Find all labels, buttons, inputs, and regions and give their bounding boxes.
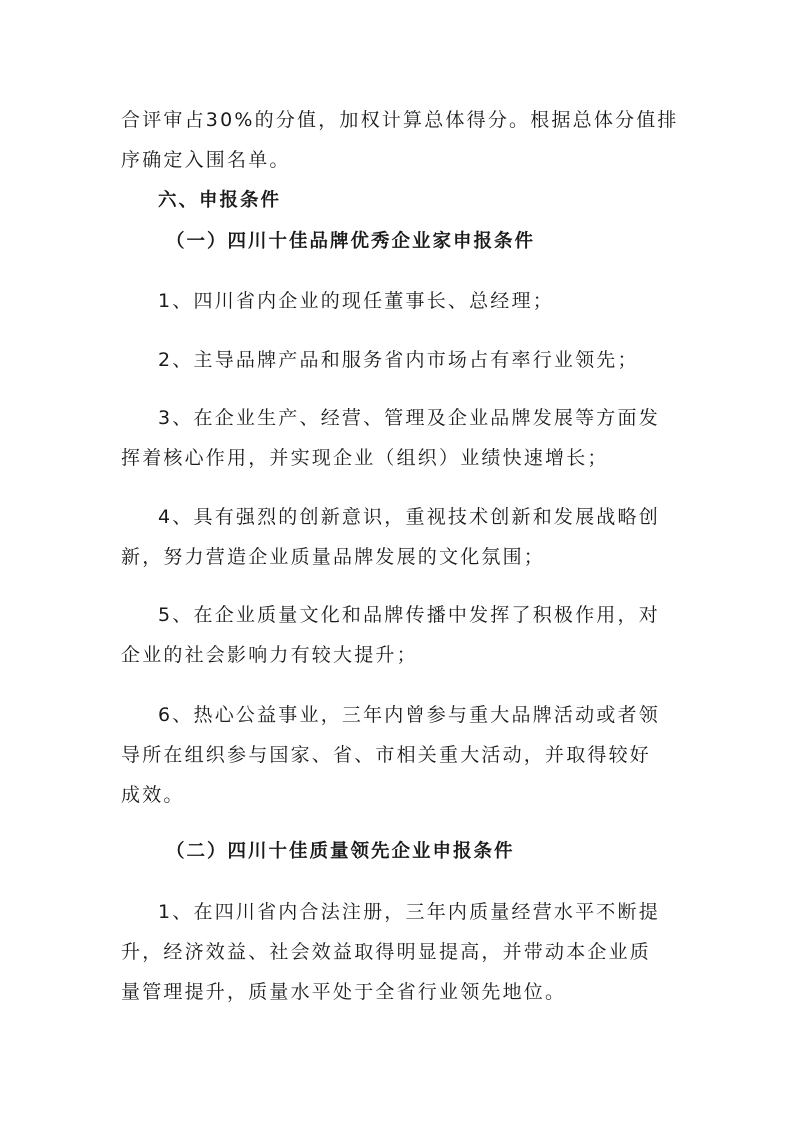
list-item-continuation: 新，努力营造企业质量品牌发展的文化氛围； [121,546,546,568]
list-item: 4、具有强烈的创新意识，重视技术创新和发展战略创 [158,506,660,528]
list-item-continuation: 导所在组织参与国家、省、市相关重大活动，并取得较好 [121,744,652,766]
list-item-continuation: 成效。 [121,784,185,806]
subsection-heading: （一）四川十佳品牌优秀企业家申报条件 [166,231,536,252]
text-line: 序确定入围名单。 [121,149,291,171]
subsection-heading: （二）四川十佳质量领先企业申报条件 [166,841,515,862]
list-item: 6、热心公益事业，三年内曾参与重大品牌活动或者领 [158,704,660,726]
list-item-continuation: 挥着核心作用，并实现企业（组织）业绩快速增长； [121,447,609,469]
list-item: 3、在企业生产、经营、管理及企业品牌发展等方面发 [158,407,660,429]
list-item: 1、在四川省内合法注册，三年内质量经营水平不断提 [158,901,660,923]
section-heading: 六、申报条件 [158,190,282,211]
list-item-continuation: 企业的社会影响力有较大提升； [121,644,418,666]
list-item-continuation: 量管理提升，质量水平处于全省行业领先地位。 [121,981,567,1003]
list-item: 1、四川省内企业的现任董事长、总经理； [158,290,554,312]
list-item: 2、主导品牌产品和服务省内市场占有率行业领先； [158,349,639,371]
text-line: 合评审占30%的分值，加权计算总体得分。根据总体分值排 [121,109,679,131]
list-item: 5、在企业质量文化和品牌传播中发挥了积极作用，对 [158,604,660,626]
list-item-continuation: 升，经济效益、社会效益取得明显提高，并带动本企业质 [121,941,652,963]
